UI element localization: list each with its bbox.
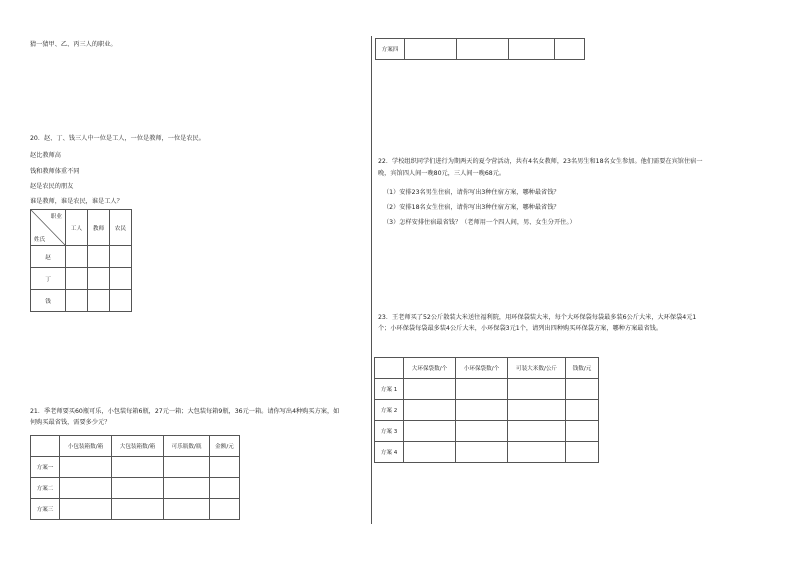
answer-cell[interactable] <box>508 400 566 421</box>
q21-header-small-boxes: 小包装箱数/箱 <box>60 436 112 457</box>
q23-header-blank <box>375 358 404 379</box>
answer-cell[interactable] <box>210 478 240 499</box>
q21-table <box>30 435 240 520</box>
answer-cell[interactable] <box>566 400 599 421</box>
q21-header-large-boxes: 大包装箱数/箱 <box>112 436 164 457</box>
q21-header-amount: 金额/元 <box>210 436 240 457</box>
answer-cell[interactable] <box>405 39 457 60</box>
answer-cell[interactable] <box>110 290 132 312</box>
q20-line-3: 赵是农民的朋友 <box>30 183 74 190</box>
answer-cell[interactable] <box>566 421 599 442</box>
q22-item-1: （1）安排23名男生住宿，请你写出3种住宿方案，哪种最省钱？ <box>383 189 560 196</box>
q20-row-label: 丁 <box>31 268 66 290</box>
answer-cell[interactable] <box>566 379 599 400</box>
answer-cell[interactable] <box>555 39 585 60</box>
answer-cell[interactable] <box>60 457 112 478</box>
q23-row-label: 方案 3 <box>375 421 404 442</box>
q20-row-label: 钱 <box>31 290 66 312</box>
answer-cell[interactable] <box>66 290 88 312</box>
column-divider <box>371 36 372 524</box>
q21-text: 21．季老师要买60瓶可乐，小包装每箱6瓶，27元一箱；大包装每箱9瓶，36元一箱。请你写出4种购买方案，如何购买最省钱，需要多少元？ <box>30 408 340 426</box>
q20-header-worker: 工人 <box>66 210 88 246</box>
q23-row-label: 方案 2 <box>375 400 404 421</box>
answer-cell[interactable] <box>210 457 240 478</box>
answer-cell[interactable] <box>60 499 112 520</box>
answer-cell[interactable] <box>112 478 164 499</box>
q23-row-label: 方案 1 <box>375 379 404 400</box>
q23-header-small-bags: 小环保袋数/个 <box>456 358 508 379</box>
answer-cell[interactable] <box>404 421 456 442</box>
answer-cell[interactable] <box>456 421 508 442</box>
answer-cell[interactable] <box>66 246 88 268</box>
q23-table <box>374 357 599 463</box>
q23-text: 23．王老师买了52公斤散装大米送往福利院，用环保袋装大米，每个大环保袋每袋最多装6公斤大米，大环保袋4元1个；小环保袋每袋最多装4公斤大米，小环保袋3元1个，请列出四种购买环保袋方案，哪种方案最省钱。 <box>378 314 697 332</box>
q21-header-blank <box>31 436 60 457</box>
answer-cell[interactable] <box>112 499 164 520</box>
q20-table-corner <box>31 210 66 246</box>
q21-row-label: 方案三 <box>31 499 60 520</box>
q20-line-1: 赵比教师高 <box>30 152 61 159</box>
answer-cell[interactable] <box>508 421 566 442</box>
answer-cell[interactable] <box>566 442 599 463</box>
q21-row-label: 方案二 <box>31 478 60 499</box>
q20-line-4: 谁是教师，谁是农民，谁是工人？ <box>30 198 123 205</box>
answer-cell[interactable] <box>112 457 164 478</box>
answer-cell[interactable] <box>110 246 132 268</box>
answer-cell[interactable] <box>456 400 508 421</box>
answer-cell[interactable] <box>210 499 240 520</box>
q20-corner-top: 职业 <box>50 214 62 220</box>
answer-cell[interactable] <box>164 478 210 499</box>
answer-cell[interactable] <box>457 39 509 60</box>
q20-corner-bottom: 姓氏 <box>34 237 46 243</box>
answer-cell[interactable] <box>88 290 110 312</box>
q23-header-large-bags: 大环保袋数/个 <box>404 358 456 379</box>
answer-cell[interactable] <box>404 379 456 400</box>
q21-header-bottles: 可乐瓶数/瓶 <box>164 436 210 457</box>
q23-header-money: 钱数/元 <box>566 358 599 379</box>
answer-cell[interactable] <box>88 246 110 268</box>
answer-cell[interactable] <box>66 268 88 290</box>
answer-cell[interactable] <box>404 442 456 463</box>
q20-header-farmer: 农民 <box>110 210 132 246</box>
q23-header-rice-kg: 可装大米数/公斤 <box>508 358 566 379</box>
answer-cell[interactable] <box>509 39 555 60</box>
answer-cell[interactable] <box>164 499 210 520</box>
answer-cell[interactable] <box>508 442 566 463</box>
answer-cell[interactable] <box>164 457 210 478</box>
q23-row-label: 方案 4 <box>375 442 404 463</box>
q19-tail-text: 猜一猜甲、乙、丙三人的职业。 <box>30 41 117 48</box>
answer-cell[interactable] <box>404 400 456 421</box>
q21-row-label: 方案一 <box>31 457 60 478</box>
q20-table <box>30 209 132 312</box>
q20-row-label: 赵 <box>31 246 66 268</box>
q20-header-teacher: 教师 <box>88 210 110 246</box>
answer-cell[interactable] <box>60 478 112 499</box>
answer-cell[interactable] <box>88 268 110 290</box>
answer-cell[interactable] <box>110 268 132 290</box>
q22-item-2: （2）安排18名女生住宿，请你写出3种住宿方案，哪种最省钱？ <box>383 204 560 211</box>
q20-title: 20．赵、丁、钱三人中一位是工人，一位是教师，一位是农民。 <box>30 135 205 142</box>
q22-text: 22．学校组织同学们进行为期两天的夏令营活动，共有4名女教师，23名男生和18名女生参加。他们需要在宾馆住宿一晚，宾馆四人间一晚80元，三人间一晚68元。 <box>378 158 703 177</box>
q21-table-continued <box>375 38 585 60</box>
q20-line-2: 钱和教师体重不同 <box>30 168 80 175</box>
answer-cell[interactable] <box>508 379 566 400</box>
q21-row-label: 方案四 <box>376 39 405 60</box>
answer-cell[interactable] <box>456 442 508 463</box>
answer-cell[interactable] <box>456 379 508 400</box>
q22-item-3: （3）怎样安排住宿最省钱？（老师用一个四人间，男、女生分开住。） <box>383 219 576 226</box>
